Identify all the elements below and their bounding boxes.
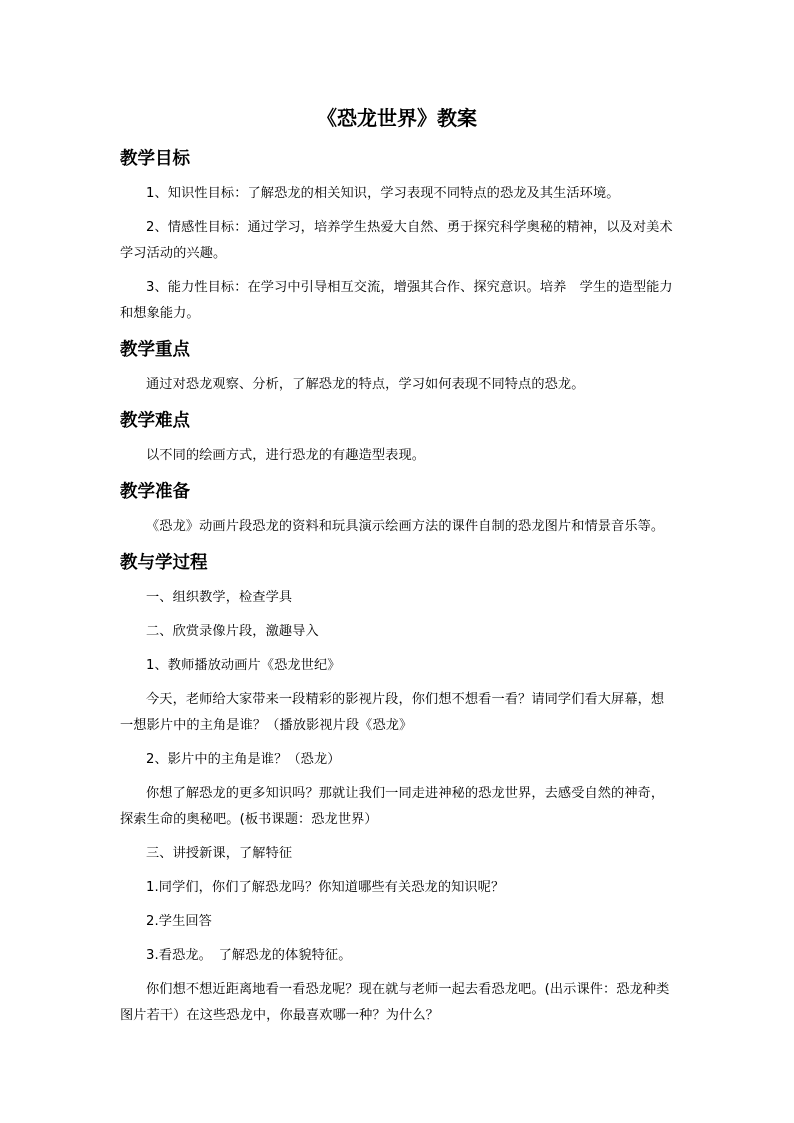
section-heading-preparation: 教学准备 — [120, 482, 190, 502]
paragraph: 1、教师播放动画片《恐龙世纪》 — [146, 658, 341, 673]
section-objectives — [120, 146, 676, 327]
paragraph: 今天，老师给大家带来一段精彩的影视片段，你们想不想看一看？请同学们看大屏幕，想一想影片中的主角是谁？（播放影视片段《恐龙》 — [120, 692, 665, 733]
paragraph: 2.学生回答 — [146, 914, 212, 929]
paragraph: 2、情感性目标：通过学习，培养学生热爱大自然、勇于探究科学奥秘的精神，以及对美术学习活动的兴趣。 — [120, 220, 673, 261]
section-focus — [120, 337, 676, 398]
document-body — [120, 146, 676, 1029]
paragraph: 3、能力性目标：在学习中引导相互交流，增强其合作、探究意识。培养 学生的造型能力和想象能力。 — [120, 280, 673, 321]
paragraph: 《恐龙》动画片段恐龙的资料和玩具演示绘画方法的课件自制的恐龙图片和情景音乐等。 — [146, 519, 665, 534]
paragraph: 你们想不想近距离地看一看恐龙呢？现在就与老师一起去看恐龙吧。(出示课件：恐龙种类图片若干）在这些恐龙中，你最喜欢哪一种？为什么？ — [120, 982, 670, 1023]
paragraph: 2、影片中的主角是谁？（恐龙） — [146, 752, 341, 767]
section-preparation — [120, 479, 676, 540]
paragraph: 以不同的绘画方式，进行恐龙的有趣造型表现。 — [146, 448, 426, 463]
paragraph: 1、知识性目标：了解恐龙的相关知识，学习表现不同特点的恐龙及其生活环境。 — [146, 186, 620, 201]
paragraph: 三、讲授新课，了解特征 — [146, 846, 293, 861]
paragraph: 二、欣赏录像片段，激趣导入 — [146, 624, 319, 639]
paragraph: 1.同学们，你们了解恐龙吗？你知道哪些有关恐龙的知识呢？ — [146, 880, 505, 895]
paragraph: 通过对恐龙观察、分析，了解恐龙的特点，学习如何表现不同特点的恐龙。 — [146, 377, 585, 392]
section-heading-difficulty: 教学难点 — [120, 411, 190, 431]
section-difficulty — [120, 408, 676, 469]
section-process — [120, 550, 676, 1029]
document-title: 《恐龙世界》教案 — [317, 106, 477, 130]
paragraph: 一、组织教学，检查学具 — [146, 590, 293, 605]
section-heading-focus: 教学重点 — [120, 340, 190, 360]
section-heading-process: 教与学过程 — [120, 553, 208, 573]
paragraph: 你想了解恐龙的更多知识吗？那就让我们一同走进神秘的恐龙世界，去感受自然的神奇，探索生命的奥秘吧。(板书课题：恐龙世界） — [120, 786, 665, 827]
paragraph: 3.看恐龙。 了解恐龙的体貌特征。 — [146, 948, 352, 963]
section-heading-objectives: 教学目标 — [120, 149, 190, 169]
